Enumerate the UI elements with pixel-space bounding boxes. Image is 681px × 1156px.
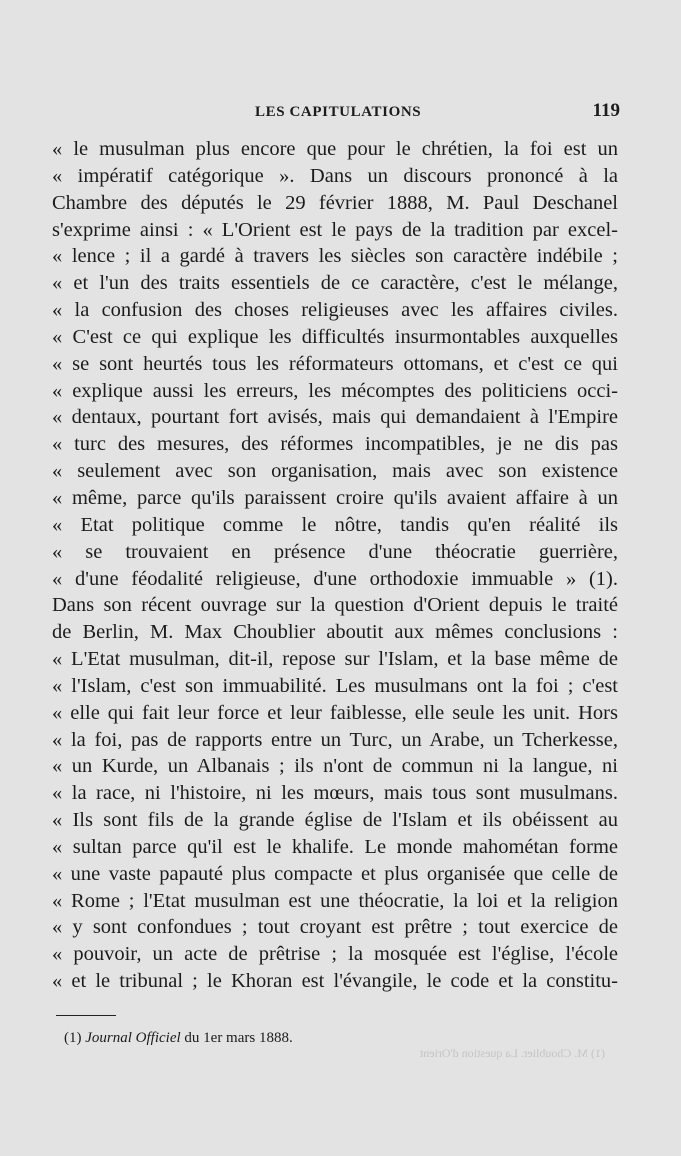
text-line: « turc des mesures, des réformes incompatibles, je ne dis pas <box>52 433 618 456</box>
footnote-text: du 1er mars 1888. <box>184 1030 293 1046</box>
text-line: « Ils sont fils de la grande église de l'Islam et ils obéissent au <box>52 809 618 832</box>
text-line: « une vaste papauté plus compacte et plus organisée que celle de <box>52 862 618 885</box>
text-line: s'exprime ainsi : « L'Orient est le pays de la tradition par excel- <box>52 218 618 241</box>
text-line: « pouvoir, un acte de prêtrise ; la mosquée est l'église, l'école <box>52 943 618 966</box>
text-line: « Rome ; l'Etat musulman est une théocratie, la loi et la religion <box>52 889 618 912</box>
text-line: « d'une féodalité religieuse, d'une orthodoxie immuable » (1). <box>52 567 618 590</box>
text-line: « la race, ni l'histoire, ni les mœurs, mais tous sont musulmans. <box>52 782 618 805</box>
text-line: « sultan parce qu'il est le khalife. Le monde mahométan forme <box>52 835 618 858</box>
text-line: « Etat politique comme le nôtre, tandis qu'en réalité ils <box>52 513 618 536</box>
text-line: « l'Islam, c'est son immuabilité. Les musulmans ont la foi ; c'est <box>52 674 618 697</box>
footnote-marker: (1) <box>64 1030 82 1046</box>
text-line: « explique aussi les erreurs, les mécomptes des politiciens occi- <box>52 379 618 402</box>
text-line: « et l'un des traits essentiels de ce caractère, c'est le mélange, <box>52 272 618 295</box>
text-line: Dans son récent ouvrage sur la question d'Orient depuis le traité <box>52 594 618 617</box>
text-line: « se trouvaient en présence d'une théocratie guerrière, <box>52 540 618 563</box>
text-line: « la foi, pas de rapports entre un Turc, un Arabe, un Tcherkesse, <box>52 728 618 751</box>
running-title: LES CAPITULATIONS <box>255 104 422 120</box>
text-line: « impératif catégorique ». Dans un discours prononcé à la <box>52 164 618 187</box>
text-line: « lence ; il a gardé à travers les siècles son caractère indébile ; <box>52 245 618 268</box>
text-line: « un Kurde, un Albanais ; ils n'ont de commun ni la langue, ni <box>52 755 618 778</box>
text-line: « la confusion des choses religieuses avec les affaires civiles. <box>52 299 618 322</box>
body-text <box>52 136 618 995</box>
text-line: Chambre des députés le 29 février 1888, M. Paul Deschanel <box>52 191 618 214</box>
bleed-through-text: (1) M. Choublier. La question d'Orient <box>419 1046 605 1060</box>
page-number: 119 <box>592 100 620 121</box>
text-line: « y sont confondues ; tout croyant est prêtre ; tout exercice de <box>52 916 618 939</box>
text-line: « se sont heurtés tous les réformateurs ottomans, et c'est ce qui <box>52 352 618 375</box>
text-line: « seulement avec son organisation, mais avec son existence <box>52 460 618 483</box>
footnote <box>64 1030 293 1047</box>
text-line: de Berlin, M. Max Choublier aboutit aux mêmes conclusions : <box>52 621 618 644</box>
text-line: « et le tribunal ; le Khoran est l'évangile, le code et la constitu- <box>52 970 618 993</box>
footnote-source: Journal Officiel <box>85 1030 181 1046</box>
page-header <box>40 100 620 130</box>
text-line: « dentaux, pourtant fort avisés, mais qui demandaient à l'Empire <box>52 406 618 429</box>
text-line: « le musulman plus encore que pour le chrétien, la foi est un <box>52 138 618 160</box>
text-line: « elle qui fait leur force et leur faiblesse, elle seule les unit. Hors <box>52 701 618 724</box>
text-line: « L'Etat musulman, dit-il, repose sur l'Islam, et la base même de <box>52 648 618 671</box>
text-line: « même, parce qu'ils paraissent croire qu'ils avaient affaire à un <box>52 486 618 509</box>
text-line: « C'est ce qui explique les difficultés insurmontables auxquelles <box>52 325 618 348</box>
footnote-rule <box>56 1015 116 1016</box>
